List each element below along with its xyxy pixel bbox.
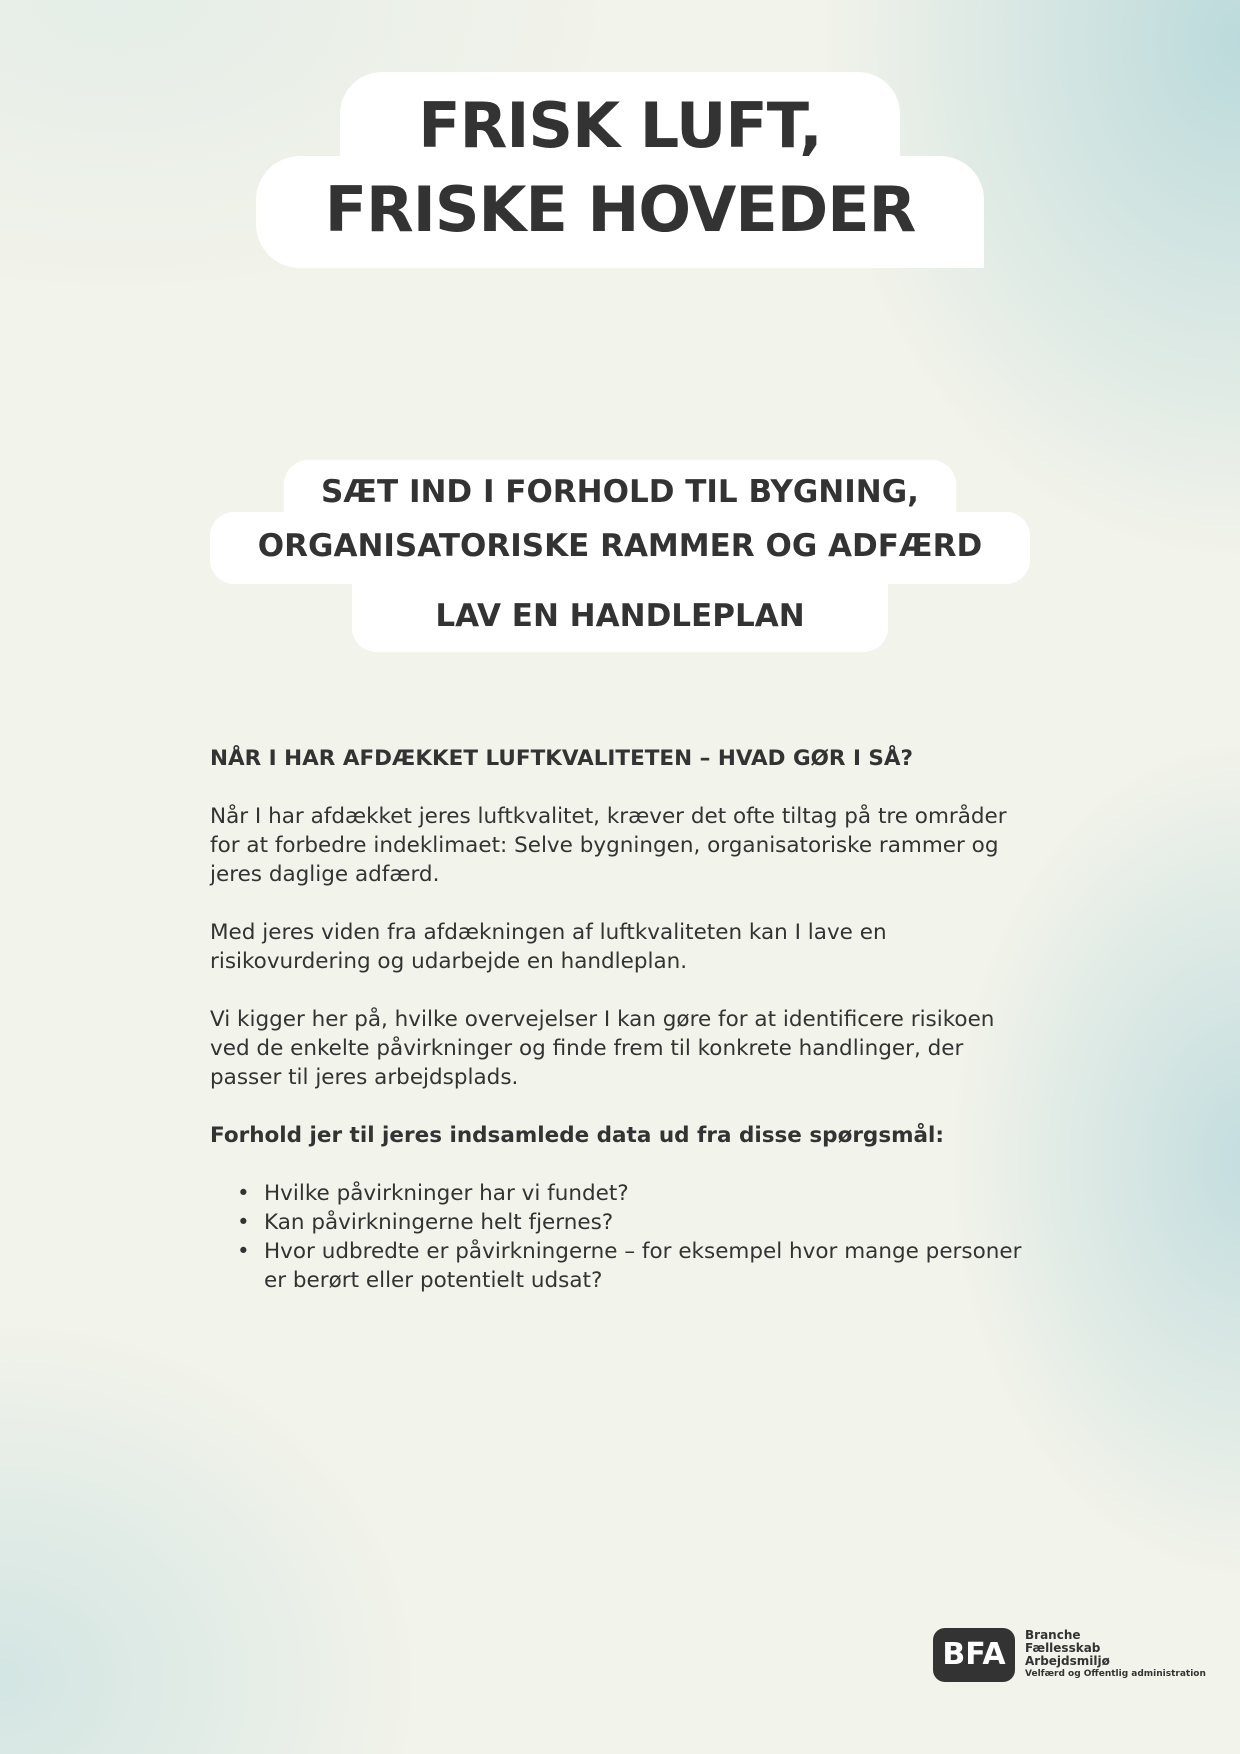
- list-item: • Hvilke påvirkninger har vi fundet?: [264, 1179, 1040, 1208]
- subtitle-line-2: ORGANISATORISKE RAMMER OG ADFÆRD: [257, 528, 983, 564]
- list-item: • Kan påvirkningerne helt fjernes?: [264, 1208, 1040, 1237]
- bfa-logo-mark: BFA: [933, 1628, 1015, 1682]
- logo-line-arbejdsmiljo: Arbejdsmiljø: [1025, 1654, 1110, 1668]
- page-title-line-1: FRISK LUFT,: [418, 89, 822, 162]
- bfa-logo-text: [1025, 1629, 1206, 1680]
- section-heading: NÅR I HAR AFDÆKKET LUFTKVALITETEN – HVAD GØR I SÅ?: [210, 746, 914, 771]
- paragraph-3: Vi kigger her på, hvilke overvejelser I kan gøre for at identificere risikoen ved de enkelte påvirkninger og finde frem til konkrete handlinger, der passer til jeres arbejdsplads.: [210, 1007, 995, 1090]
- paragraph-1: Når I har afdækket jeres luftkvalitet, kræver det ofte tiltag på tre områder for at forbedre indeklimaet: Selve bygningen, organisatoriske rammer og jeres daglige adfærd.: [210, 804, 1007, 887]
- logo-line-branche: Branche: [1025, 1628, 1081, 1642]
- questions-lead: Forhold jer til jeres indsamlede data ud fra disse spørgsmål:: [210, 1123, 945, 1148]
- paragraph-2: Med jeres viden fra afdækningen af luftkvaliteten kan I lave en risikovurdering og udarbejde en handleplan.: [210, 920, 887, 974]
- page-title-line-2: FRISKE HOVEDER: [324, 173, 916, 246]
- logo-line-subtitle: Velfærd og Offentlig administration: [1025, 1669, 1206, 1679]
- bfa-logo: [933, 1628, 1206, 1682]
- subtitle-line-3: LAV EN HANDLEPLAN: [435, 598, 805, 634]
- subtitle-line-1: SÆT IND I FORHOLD TIL BYGNING,: [321, 474, 919, 510]
- logo-line-faellesskab: Fællesskab: [1025, 1641, 1101, 1655]
- title-cloud: [0, 0, 1240, 300]
- questions-list: [210, 1179, 1040, 1295]
- list-item: • Hvor udbredte er påvirkningerne – for eksempel hvor mange personer er berørt eller potentielt udsat?: [264, 1237, 1040, 1295]
- body-content: [210, 744, 1040, 1295]
